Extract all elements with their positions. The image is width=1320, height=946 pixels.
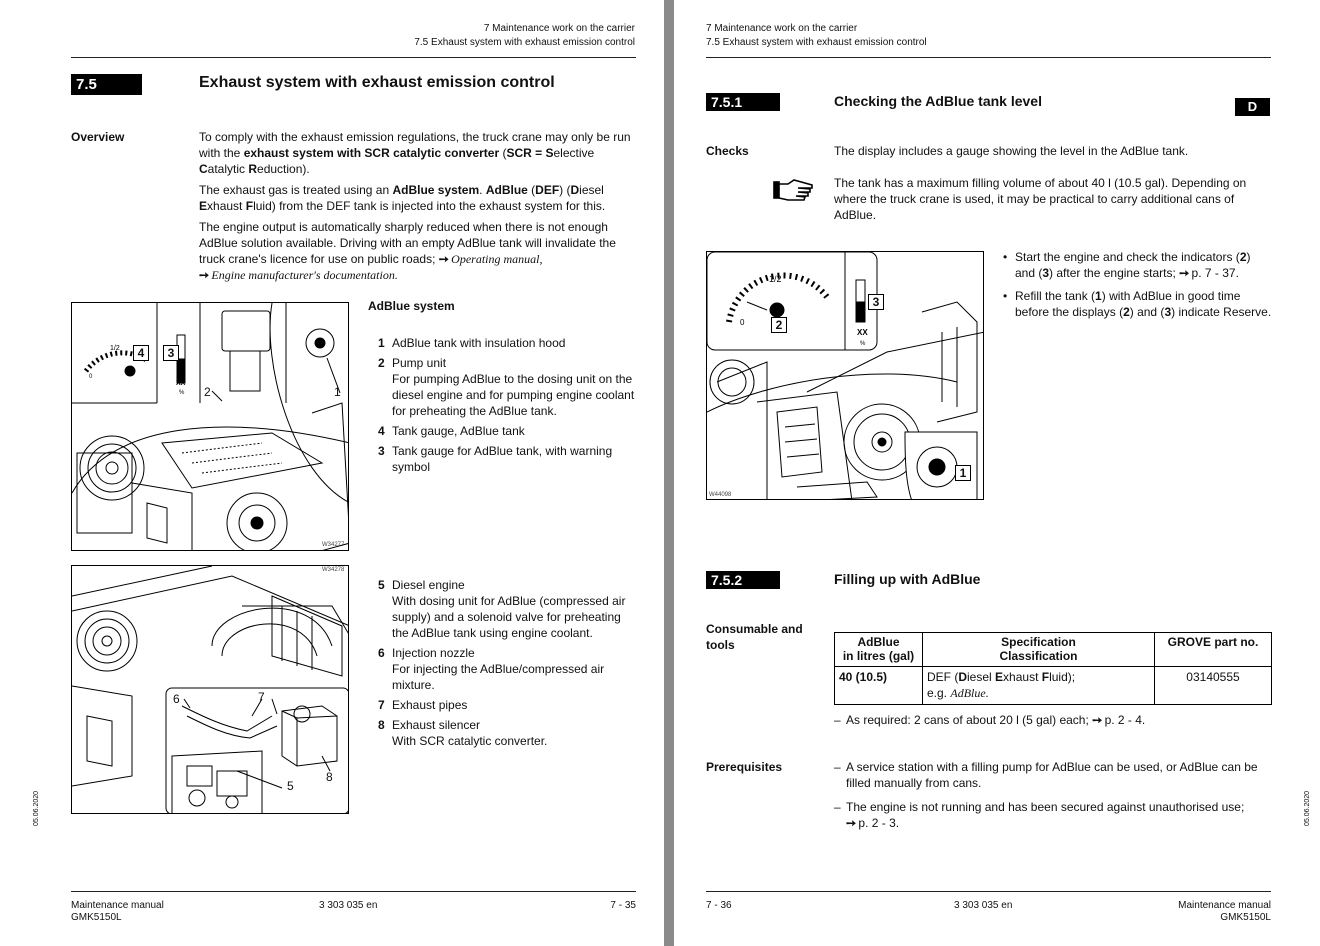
pointing-hand-icon <box>772 177 818 208</box>
adblue-gauge-illustration <box>707 252 984 500</box>
legend-text <box>392 443 636 475</box>
callout-1: 1 <box>955 465 971 481</box>
section-title: Exhaust system with exhaust emission control <box>199 74 555 91</box>
legend-number: 8 <box>378 718 385 732</box>
legend-item <box>378 443 636 475</box>
callout-8: 8 <box>326 770 333 784</box>
arrow-icon: ➙ <box>1179 266 1189 280</box>
table-cell: DEF (Diesel Exhaust Fluid); e.g. AdBlue. <box>923 667 1155 705</box>
legend-title: Diesel engine <box>392 578 465 592</box>
svg-text:1/2: 1/2 <box>110 345 120 352</box>
callout-2: 2 <box>204 385 211 399</box>
legend-item <box>378 355 636 419</box>
adblue-system-title: AdBlue system <box>368 299 455 313</box>
footer-rule <box>706 891 1271 892</box>
overview-paragraph-2: The exhaust gas is treated using an AdBlue system. AdBlue (DEF) (Diesel Exhaust Fluid) from the DEF tank is injected into the exhaust system for this. <box>199 183 606 213</box>
legend-title: Injection nozzle <box>392 646 475 660</box>
section-number: 7.5.1 <box>706 93 780 111</box>
checks-label: Checks <box>706 144 749 158</box>
section-title-2: Filling up with AdBlue <box>834 571 981 587</box>
legend-title: AdBlue tank with insulation hood <box>392 336 566 350</box>
legend-item <box>378 577 636 641</box>
legend-description: For pumping AdBlue to the dosing unit on the diesel engine and for pumping engine coolant for preheating the AdBlue tank. <box>392 372 635 418</box>
svg-text:%: % <box>860 341 866 347</box>
callout-3: 3 <box>868 294 884 310</box>
dash-icon: – <box>834 713 841 727</box>
as-required-note: – As required: 2 cans of about 20 l (5 gal) each; ➙ p. 2 - 4. <box>834 713 1146 727</box>
figure-code: W34277 <box>322 542 345 548</box>
callout-1: 1 <box>334 385 341 399</box>
side-date: 05.06.2020 <box>1304 790 1311 826</box>
legend-number: 7 <box>378 698 385 712</box>
consumables-label: Consumable and tools <box>706 622 803 652</box>
svg-text:%: % <box>179 390 185 396</box>
table-header-cell: AdBlue in litres (gal) <box>835 633 923 667</box>
footer-manual <box>1151 900 1271 924</box>
legend-description: For injecting the AdBlue/compressed air mixture. <box>392 662 605 692</box>
callout-6: 6 <box>173 692 180 706</box>
legend-item <box>378 423 636 439</box>
legend-text <box>392 423 636 439</box>
legend-title: Exhaust pipes <box>392 698 468 712</box>
figure-code: W34278 <box>322 567 345 573</box>
prerequisite-item: – The engine is not running and has been secured against unauthorised use; ➙ p. 2 - 3. <box>834 800 1245 830</box>
svg-text:XX: XX <box>176 380 186 387</box>
operating-manual-link[interactable]: Operating manual <box>451 252 540 266</box>
prerequisites-list <box>834 759 1274 839</box>
check-steps <box>1003 249 1273 327</box>
header-chapter: 7 Maintenance work on the carrier <box>706 23 858 34</box>
overview-paragraph-1: To comply with the exhaust emission regulations, the truck crane may only be run with the exhaust system with SCR catalytic converter (SCR = Selective Catalytic Reduction). <box>199 130 631 176</box>
svg-text:1/2: 1/2 <box>769 274 782 284</box>
legend-description: With SCR catalytic converter. <box>392 734 548 748</box>
dash-icon: – <box>834 800 841 814</box>
footer-title: Maintenance manual <box>1178 900 1271 911</box>
header-rule <box>71 57 636 58</box>
arrow-icon: ➙ <box>1092 713 1102 727</box>
legend-text <box>392 717 636 749</box>
table-cell: 40 (10.5) <box>835 667 923 705</box>
side-date: 05.06.2020 <box>33 790 40 826</box>
legend-number: 6 <box>378 646 385 660</box>
page-ref-link[interactable]: p. 7 - 37 <box>1191 266 1236 280</box>
table-header-cell: GROVE part no. <box>1155 633 1272 667</box>
table-header-cell: Specification Classification <box>923 633 1155 667</box>
legend-number: 1 <box>378 336 385 350</box>
engine-docs-link[interactable]: Engine manufacturer's documentation <box>211 268 395 282</box>
arrow-icon: ➙ <box>846 816 856 830</box>
header-rule <box>706 57 1271 58</box>
legend-description: With dosing unit for AdBlue (compressed air supply) and a solenoid valve for preheating the AdBlue tank using engine coolant. <box>392 594 626 640</box>
callout-7: 7 <box>258 690 265 704</box>
legend-engine <box>378 577 636 753</box>
footer-title: Maintenance manual <box>71 900 164 911</box>
table-header-row <box>835 633 1272 667</box>
svg-text:0: 0 <box>89 374 93 380</box>
legend-item <box>378 335 636 351</box>
legend-title: Tank gauge for AdBlue tank, with warning symbol <box>392 444 613 474</box>
page-ref-link[interactable]: p. 2 - 4 <box>1104 713 1142 727</box>
legend-text <box>392 645 636 693</box>
legend-title: Exhaust silencer <box>392 718 481 732</box>
engine-figure <box>71 565 349 814</box>
table-cell: 03140555 <box>1155 667 1272 705</box>
arrow-icon: ➙ <box>199 268 209 282</box>
legend-item <box>378 717 636 749</box>
overview-paragraph-3: The engine output is automatically sharply reduced when there is not enough AdBlue solution available. Driving with an empty AdBlue tank will invalidate the truck crane's licence for use on public roads; ➙ Operating manual, ➙ Engine manufacturer's documentation. <box>199 220 616 282</box>
legend-adblue-system <box>378 335 636 479</box>
region-badge: D <box>1235 98 1270 116</box>
running-header <box>380 22 635 50</box>
footer-model: GMK5150L <box>71 912 122 923</box>
legend-item <box>378 645 636 693</box>
figure-code: W44098 <box>709 492 732 498</box>
section-title: Checking the AdBlue tank level <box>834 93 1042 109</box>
check-step-1: • Start the engine and check the indicators (2) and (3) after the engine starts; ➙ p. 7 - 37. <box>1003 250 1251 280</box>
footer-model: GMK5150L <box>1220 912 1271 923</box>
page-ref-link[interactable]: p. 2 - 3 <box>858 816 896 830</box>
section-number-2: 7.5.2 <box>706 571 780 589</box>
legend-title: Tank gauge, AdBlue tank <box>392 424 525 438</box>
legend-number: 4 <box>378 424 385 438</box>
header-section: 7.5 Exhaust system with exhaust emission control <box>706 37 927 48</box>
legend-text <box>392 577 636 641</box>
legend-number: 2 <box>378 356 385 370</box>
arrow-icon: ➙ <box>438 252 448 266</box>
page-gutter <box>664 0 674 946</box>
legend-number: 3 <box>378 444 385 458</box>
bullet-icon: • <box>1003 250 1008 264</box>
legend-number: 5 <box>378 578 385 592</box>
legend-text <box>392 335 636 351</box>
callout-4: 4 <box>133 345 149 361</box>
legend-title: Pump unit <box>392 356 447 370</box>
page-number: 7 - 35 <box>610 900 636 911</box>
footer-docno: 3 303 035 en <box>319 900 378 911</box>
prerequisites-label: Prerequisites <box>706 760 783 774</box>
checks-text: The display includes a gauge showing the level in the AdBlue tank. <box>834 144 1189 158</box>
overview-label: Overview <box>71 130 125 144</box>
legend-item <box>378 697 636 713</box>
engine-illustration <box>72 566 349 814</box>
adblue-system-figure <box>71 302 349 551</box>
legend-text <box>392 355 636 419</box>
check-step-2: • Refill the tank (1) with AdBlue in good time before the displays (2) and (3) indicate Reserve. <box>1003 289 1272 319</box>
running-header <box>706 22 1006 50</box>
callout-2: 2 <box>771 317 787 333</box>
page-number: 7 - 36 <box>706 900 732 911</box>
dash-icon: – <box>834 760 841 774</box>
svg-text:0: 0 <box>740 318 745 327</box>
overview-text <box>199 129 636 288</box>
svg-text:XX: XX <box>857 328 868 337</box>
callout-3: 3 <box>163 345 179 361</box>
footer-docno: 3 303 035 en <box>954 900 1013 911</box>
table-row <box>835 667 1272 705</box>
adblue-gauge-figure <box>706 251 984 500</box>
callout-5: 5 <box>287 779 294 793</box>
prerequisite-item: – A service station with a filling pump for AdBlue can be used, or AdBlue can be filled manually from cans. <box>834 760 1258 790</box>
footer-manual <box>71 900 164 924</box>
header-chapter: 7 Maintenance work on the carrier <box>483 23 635 34</box>
page-right <box>674 0 1320 946</box>
legend-text <box>392 697 636 713</box>
footer-rule <box>71 891 636 892</box>
header-section: 7.5 Exhaust system with exhaust emission control <box>414 37 635 48</box>
bullet-icon: • <box>1003 289 1008 303</box>
consumables-table <box>834 632 1272 705</box>
adblue-system-illustration <box>72 303 349 551</box>
note-text: The tank has a maximum filling volume of about 40 l (10.5 gal). Depending on where the truck crane is used, it may be practical to carry additional cans of AdBlue. <box>834 176 1247 222</box>
section-number: 7.5 <box>71 74 142 95</box>
